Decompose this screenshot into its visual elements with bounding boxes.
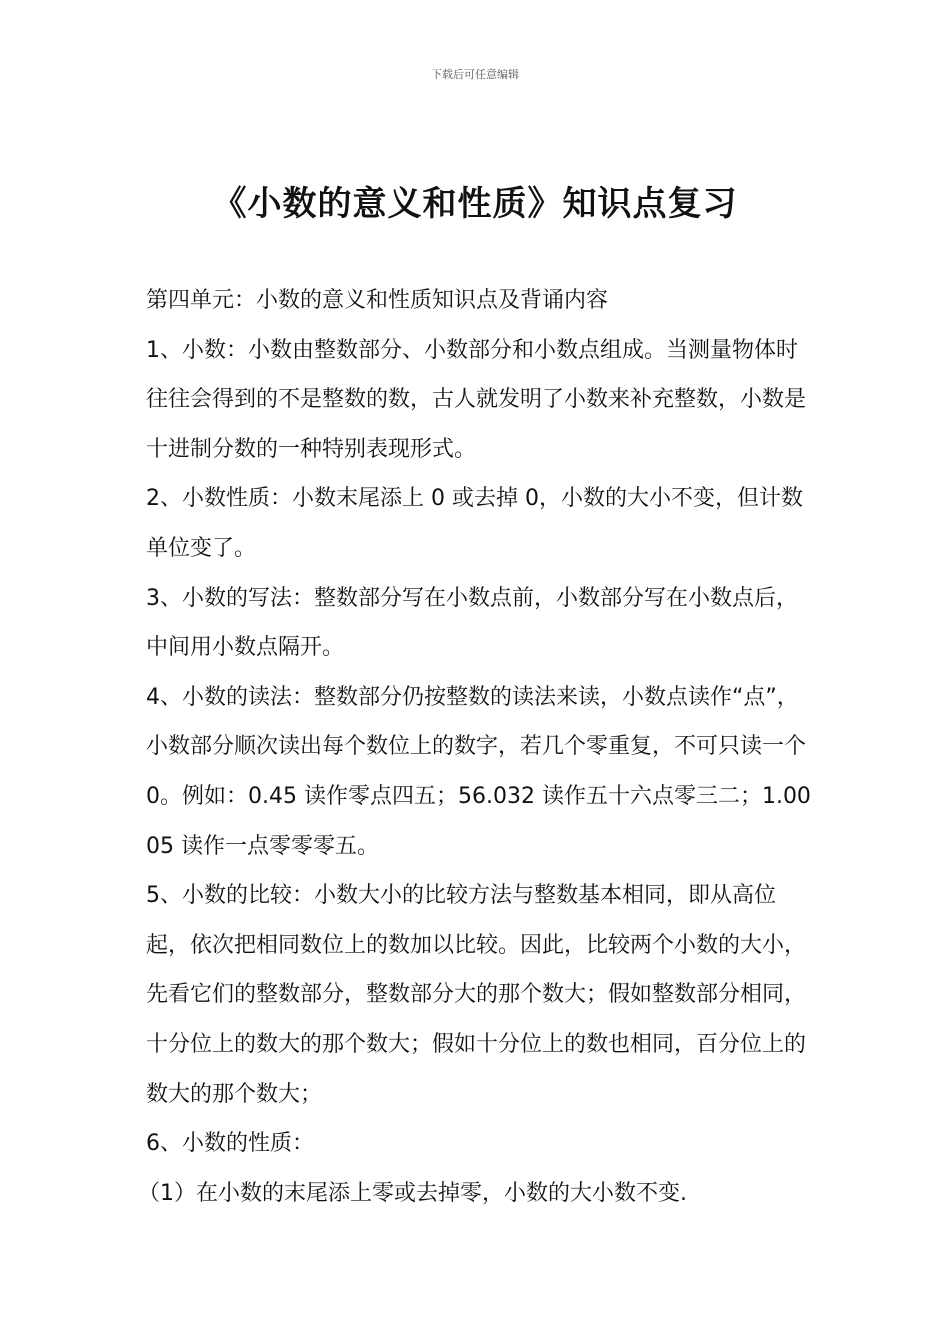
document-body	[138, 276, 818, 1218]
paragraph-1-decimal-definition: 1、小数：小数由整数部分、小数部分和小数点组成。当测量物体时往往会得到的不是整数的数，古人就发明了小数来补充整数，小数是十进制分数的一种特别表现形式。	[146, 337, 807, 462]
section-intro: 第四单元：小数的意义和性质知识点及背诵内容	[146, 288, 609, 313]
paragraph-6-item-1: （1）在小数的末尾添上零或去掉零，小数的大小数不变.	[138, 1180, 687, 1206]
paragraph-5-decimal-comparison: 5、小数的比较：小数大小的比较方法与整数基本相同，即从高位起，依次把相同数位上的数加以比较。因此，比较两个小数的大小，先看它们的整数部分，整数部分大的那个数大；假如整数部分相同，十分位上的数大的那个数大；假如十分位上的数也相同，百分位上的数大的那个数大；	[146, 883, 807, 1107]
page-title: 《小数的意义和性质》知识点复习	[212, 184, 738, 224]
header-note: 下载后可任意编辑	[431, 68, 519, 81]
paragraph-3-decimal-writing: 3、小数的写法：整数部分写在小数点前，小数部分写在小数点后，中间用小数点隔开。	[146, 585, 798, 661]
paragraph-6-decimal-properties: 6、小数的性质：	[146, 1131, 314, 1157]
paragraph-2-decimal-property: 2、小数性质：小数末尾添上 0 或去掉 0，小数的大小不变，但计数单位变了。	[146, 486, 803, 561]
paragraph-4-decimal-reading: 4、小数的读法：整数部分仍按整数的读法来读，小数点读作“点”，小数部分顺次读出每个数位上的数字，若几个零重复，不可只读一个 0。例如：0.45 读作零点四五；56.032 读作五十六点零三二；1.0005 读作一点零零零五。	[146, 684, 811, 859]
